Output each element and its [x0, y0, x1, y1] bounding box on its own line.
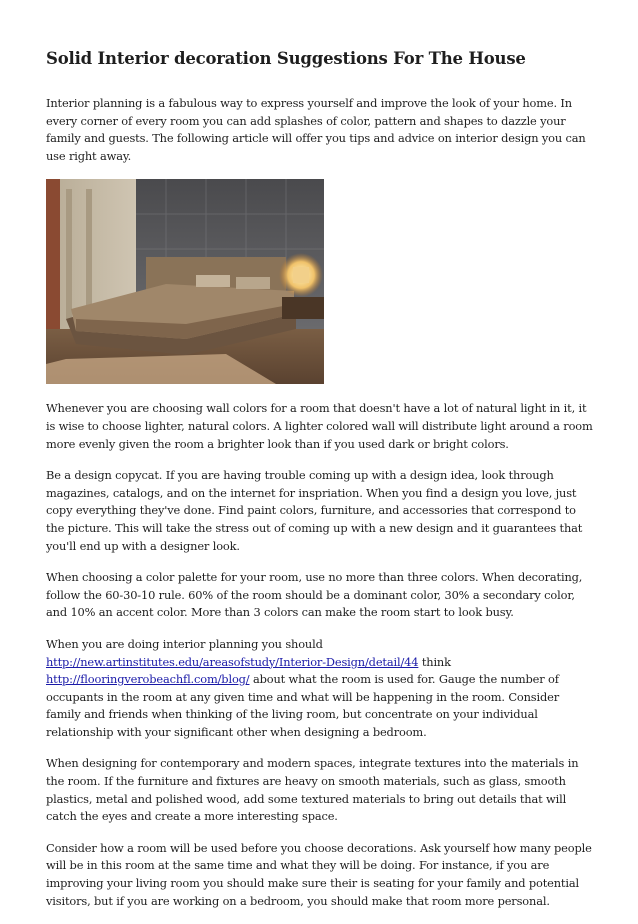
paragraph-color-palette: When choosing a color palette for your room, use no more than three colors. When decorating, follow the 60-30-10 rule. 60% of the room should be a dominant color, 30% a secondary color, and 10% an accent color. More than 3 colors can make the room start to look busy. [46, 570, 583, 620]
page-title: Solid Interior decoration Suggestions For The House [46, 49, 526, 68]
link-artinstitutes[interactable]: http://new.artinstitutes.edu/areasofstudy/Interior-Design/detail/44 [46, 654, 419, 669]
paragraph-room-usage: Consider how a room will be used before you choose decorations. Ask yourself how many people will be in this room at the same time and what they will be doing. For instance, if you are improving your living room you should make sure their is seating for your family and potential visitors, but if you are working on a bedroom, you should make that room more personal. [46, 840, 592, 908]
bedroom-photo [46, 179, 324, 384]
text-between-links: think [418, 654, 451, 669]
paragraph-design-copycat: Be a design copycat. If you are having trouble coming up with a design idea, look through magazines, catalogs, and on the internet for inspriation. When you find a design you love, just copy everything they've done. Find paint colors, furniture, and accessories that correspond to the picture. This will take the stress out of coming up with a new design and it guarantees that you'll end up with a designer look. [46, 468, 583, 553]
paragraph-intro: Interior planning is a fabulous way to express yourself and improve the look of your home. In every corner of every room you can add splashes of color, pattern and shapes to dazzle your family and guests. The following article will offer you tips and advice on interior design you can use right away. [46, 96, 586, 163]
link-flooring-blog[interactable]: http://flooringverobeachfl.com/blog/ [46, 672, 250, 687]
paragraph-textures: When designing for contemporary and modern spaces, integrate textures into the materials in the room. If the furniture and fixtures are heavy on smooth materials, such as glass, smooth plastics, metal and polished wood, add some textured materials to bring out details that will catch the eyes and create a more interesting space. [46, 756, 579, 824]
paragraph-room-use [46, 636, 594, 742]
paragraph-wall-colors: Whenever you are choosing wall colors for a room that doesn't have a lot of natural light in it, it is wise to choose lighter, natural colors. A lighter colored wall will distribute light around a room more evenly given the room a brighter look than if you used dark or bright colors. [46, 401, 593, 451]
text-after-link: about what the room is used for. Gauge the number of occupants in the room at any given time and what will be happening in the room. Consider family and friends when thinking of the living room, but concentrate on your individual relationship with your significant other when designing a bedroom. [46, 672, 559, 739]
document-page [46, 48, 594, 924]
text-before-link: When you are doing interior planning you should [46, 636, 323, 651]
